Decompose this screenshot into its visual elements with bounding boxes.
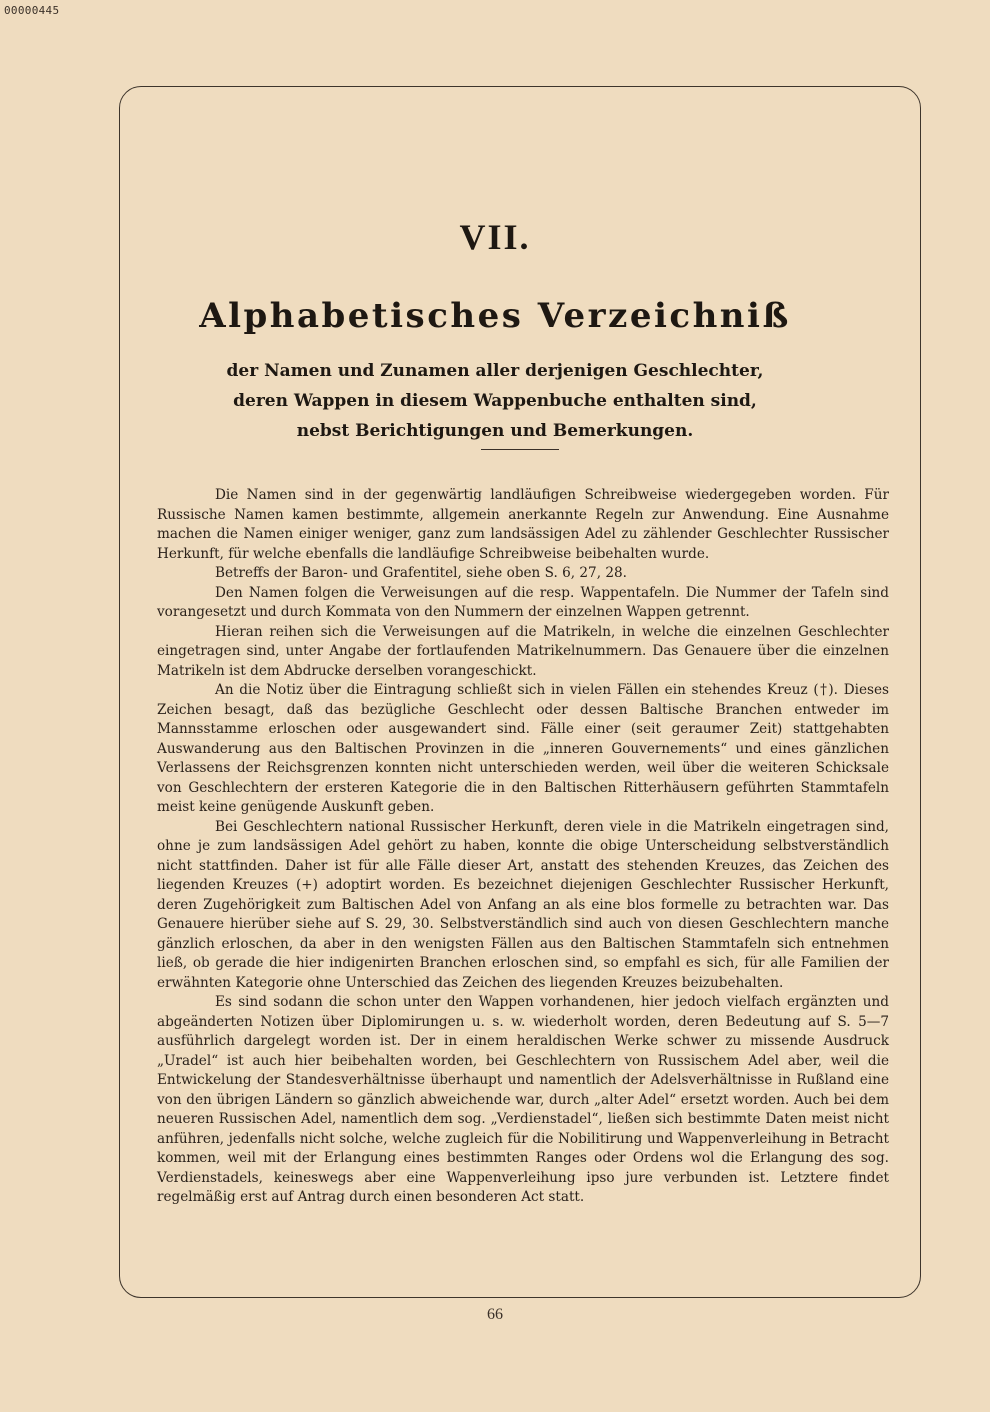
section-numeral: VII. <box>459 217 531 257</box>
page-title: Alphabetisches Verzeichniß <box>199 296 791 336</box>
paragraph: Bei Geschlechtern national Russischer Herkunft, deren viele in die Matrikeln eingetragen sind, ohne je zum landsässigen Adel gehört zu haben, konnte die obige Unterscheidung selbstverständlich nicht stattfinden. Daher ist für alle Fälle dieser Art, anstatt des stehenden Kreuzes, das Zeichen des liegenden Kreuzes (+) adoptirt worden. Es bezeichnet diejenigen Geschlechter Russischer Herkunft, deren Zugehörigkeit zum Baltischen Adel von Anfang an als eine blos formelle zu betrachten war. Das Genauere hierüber siehe auf S. 29, 30. Selbstverständlich sind auch von diesen Geschlechtern manche gänzlich erloschen, da aber in den wenigsten Fällen aus den Baltischen Stammtafeln sich entnehmen ließ, ob gerade die hier indigenirten Branchen erloschen sind, so empfahl es sich, für alle Familien der erwähnten Kategorie ohne Unterschied das Zeichen des liegenden Kreuzes beizubehalten. <box>157 818 889 991</box>
paragraph: Hieran reihen sich die Verweisungen auf die Matrikeln, in welche die einzelnen Geschlechter eingetragen sind, unter Angabe der fortlaufenden Matrikelnummern. Das Genauere über die einzelnen Matrikeln ist dem Abdrucke derselben vorangeschickt. <box>157 623 889 679</box>
page-subtitle: der Namen und Zunamen aller derjenigen Geschlechter, deren Wappen in diesem Wappenbuche enthalten sind, nebst Berichtigungen und Bemerkungen. <box>226 361 764 441</box>
paragraph: Es sind sodann die schon unter den Wappen vorhandenen, hier jedoch vielfach ergänzten und abgeänderten Notizen über Diplomirungen u. s. w. wiederholt worden, deren Bedeutung auf S. 5—7 ausführlich dargelegt worden ist. Der in einem heraldischen Werke schwer zu missende Ausdruck „Uradel“ ist auch hier beibehalten worden, bei Geschlechtern von Russischem Adel aber, weil die Entwickelung der Standesverhältnisse überhaupt und namentlich der Adelsverhältnisse in Rußland eine von den übrigen Ländern so gänzlich abweichende war, durch „alter Adel“ ersetzt worden. Auch bei dem neueren Russischen Adel, namentlich dem sog. „Verdienstadel“, ließen sich bestimmte Daten meist nicht anführen, jedenfalls nicht solche, welche zugleich für die Nobilitirung und Wappenverleihung in Betracht kommen, weil mit der Erlangung eines bestimmten Ranges oder Ordens wol die Erlangung des sog. Verdienstadels, keineswegs aber eine Wappenverleihung ipso jure verbunden ist. Letztere findet regelmäßig erst auf Antrag durch einen besonderen Act statt. <box>157 994 889 1205</box>
title-divider <box>481 449 559 450</box>
paragraph: Den Namen folgen die Verweisungen auf die resp. Wappentafeln. Die Nummer der Tafeln sind vorangesetzt und durch Kommata von den Nummern der einzelnen Wappen getrennt. <box>157 584 889 620</box>
scan-id-label: 00000445 <box>4 4 60 17</box>
page-number: 66 <box>487 1306 503 1323</box>
paragraph: Betreffs der Baron- und Grafentitel, siehe oben S. 6, 27, 28. <box>215 565 627 581</box>
body-text <box>157 486 889 1208</box>
paragraph: An die Notiz über die Eintragung schließt sich in vielen Fällen ein stehendes Kreuz (†). Dieses Zeichen besagt, daß das bezügliche Geschlecht oder dessen Baltische Branchen entweder im Mannsstamme erloschen oder ausgewandert sind. Fälle einer (seit geraumer Zeit) stattgehabten Auswanderung aus den Baltischen Provinzen in die „inneren Gouvernements“ und eines gänzlichen Verlassens der Reichsgrenzen konnten nicht unterschieden werden, weil über die weiteren Schicksale von Geschlechtern der ersteren Kategorie die in den Baltischen Ritterhäusern geführten Stammtafeln meist keine genügende Auskunft geben. <box>157 682 889 815</box>
paragraph: Die Namen sind in der gegenwärtig landläufigen Schreibweise wiedergegeben worden. Für Russische Namen kamen bestimmte, allgemein anerkannte Regeln zur Anwendung. Eine Ausnahme machen die Namen einiger weniger, ganz zum landsässigen Adel zu zählender Geschlechter Russischer Herkunft, für welche ebenfalls die landläufige Schreibweise beibehalten wurde. <box>157 487 889 562</box>
